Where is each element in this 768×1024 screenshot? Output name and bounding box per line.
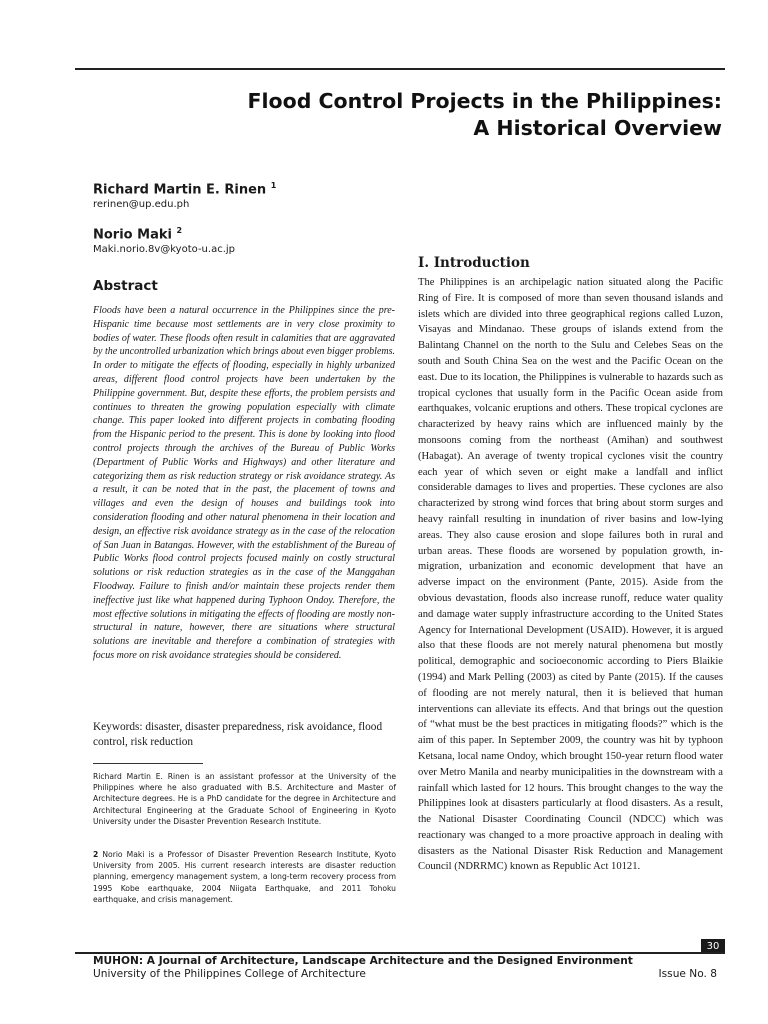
introduction-body: The Philippines is an archipelagic nation situated along the Pacific Ring of Fire. It is composed of more than seven thousand islands and islets which are divided into three geographical regions called Luzon, Visayas and Mindanao. These groups of islands extend from the Balintang Channel on the north to the Sulu and Celebes Seas on the south and South China Sea on the west and the Pacific Ocean on the east. Due to its location, the Philippines is vulnerable to hazards such as tropical cyclones that usually form in the Pacific Ocean aside from earthquakes, volcanic eruptions and others. These tropical cyclones are characterized by heavy rains which are influenced mainly by the monsoons coming from the northeast (Amihan) and southwest (Habagat). An average of twenty tropical cyclones visit the country each year of which seven or eight make a landfall and inflict considerable damages to lives and properties. These cyclones are also characterized by strong wind forces that bring about storm surges and heavy rainfall resulting in inundation of river basins and low-lying areas. They also cause erosion and slope failures both in rural and urban areas. These floods are worsened by population growth, in-migration, urbanization and economic development that have an adverse impact on the environment (Pante, 2015). Aside from the obvious devastation, floods also increase runoff, reduce water quality and damage water supply infrastructure according to the United States Agency for International Development (USAID). However, it is argued also that these floods are not merely natural phenomena but mostly political, demographic and socioeconomic according to Piers Blaikie (1994) and Mark Pelling (2003) as cited by Pante (2015). If the causes of flooding are not merely natural, then it is believed that human interventions can alleviate its effects. And that brings out the question of “what must be the best practices in mitigating floods?” which is the aim of this paper. In September 2009, the country was hit by typhoon Ketsana, local name Ondoy, which brought 150-year return flood water over Metro Manila and nearby municipalities in the downstream with a rainfall which lasted for 12 hours. This brought changes to the way the Philippines look at disasters particularly at flood disasters. As a result, the National Disaster Coordinating Council (NDCC) which was reactionary was changed to a more proactive approach in dealing with disasters as the National Disaster Risk Reduction and Management Council (NDRRMC) known as Republic Act 10121. <box>418 277 723 873</box>
abstract-body: Floods have been a natural occurrence in the Philippines since the pre-Hispanic time because most settlements are in very close proximity to bodies of water. These floods often result in calamities that are aggravated by the uncontrolled urbanization which brings about even bigger problems. In order to mitigate the effects of flooding, especially in highly urbanized areas, different flood control projects have been undertaken by the Philippine government. But, despite these efforts, the problem persists and continues to threaten the growing population especially with climate change. This paper looked into different projects in combating flooding from the Hispanic period to the present. This is done by looking into flood control projects through the archives of the Bureau of Public Works (Department of Public Works and Highways) and other literature and categorizing them as risk reduction strategy or risk avoidance strategy. As a result, it can be noted that in the past, the placement of towns and villages and even the design of houses and buildings took into consideration flooding and other natural phenomena in their location and design, an effective risk avoidance strategy as in the case of the relocation of San Juan in Batangas. However, with the establishment of the Bureau of Public Works flood control projects focused mainly on costly structural solutions or risk reduction strategies as in the case of the Manggahan Floodway. Failure to finish and/or maintain these projects render them ineffective just like what happened during Typhoon Ondoy. Therefore, the most effective solutions in mitigating the effects of flooding are mostly non-structural in nature, however, there are situations where structural solutions are inevitable and therefore a combination of strategies with focus more on risk avoidance strategies should be considered. <box>93 305 396 661</box>
institution-name: University of the Philippines College of Architecture <box>93 968 366 980</box>
author-affiliation-mark: 2 <box>176 226 183 235</box>
footnote-text: Norio Maki is a Professor of Disaster Prevention Research Institute, Kyoto University from 2005. His current research interests are disaster reduction planning, emergency management system, a long-term recovery process from 1995 Kobe earthquake, 2004 Niigata Earthquake, and 2011 Tohoku earthquake, and crisis management. <box>93 850 396 904</box>
footnote-rule <box>93 763 203 764</box>
header-rule <box>75 68 725 70</box>
author-email: Maki.norio.8v@kyoto-u.ac.jp <box>93 244 236 256</box>
footnote-2 <box>93 849 396 905</box>
author-email: rerinen@up.edu.ph <box>93 199 190 211</box>
abstract-heading: Abstract <box>93 278 158 294</box>
title-line-1: Flood Control Projects in the Philippines: <box>247 89 722 113</box>
keywords: Keywords: disaster, disaster preparedness, risk avoidance, flood control, risk reduction <box>93 721 383 748</box>
author-name: Norio Maki $^2$ <box>93 226 183 243</box>
footnote-number: 2 <box>93 850 99 859</box>
paper-title <box>150 88 722 142</box>
footnote-text: Richard Martin E. Rinen is an assistant professor at the University of the Philippines where he also graduated with B.S. Architecture and Master of Architecture degrees. He is a PhD candidate for the degree in Architecture and Architectural Engineering at the Graduate School of Engineering in Kyoto University under the Disaster Prevention Research Institute. <box>93 772 396 826</box>
issue-number: Issue No. 8 <box>658 968 717 980</box>
footnote-1 <box>93 771 396 827</box>
title-line-2: A Historical Overview <box>473 116 722 140</box>
page-number: 30 <box>701 939 725 954</box>
author-name: Richard Martin E. Rinen $^1$ <box>93 181 277 198</box>
author-affiliation-mark: 1 <box>270 181 277 190</box>
introduction-heading: I. Introduction <box>418 255 530 271</box>
journal-name: MUHON: A Journal of Architecture, Landscape Architecture and the Designed Environment <box>93 955 633 967</box>
author-block-1 <box>93 177 393 212</box>
author-block-2 <box>93 222 393 257</box>
